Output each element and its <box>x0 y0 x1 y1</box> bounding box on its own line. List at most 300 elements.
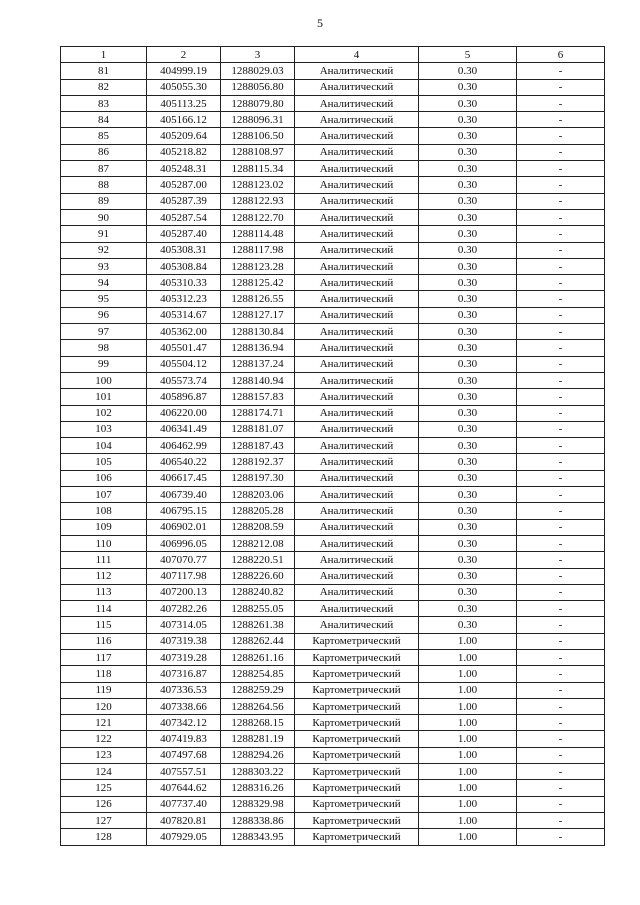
point-number-cell: 123 <box>61 747 147 763</box>
table-row <box>61 454 605 470</box>
x-coordinate-cell: 407497.68 <box>147 747 221 763</box>
table-row <box>61 128 605 144</box>
x-coordinate-cell: 405362.00 <box>147 324 221 340</box>
table-row <box>61 193 605 209</box>
point-number-cell: 84 <box>61 112 147 128</box>
accuracy-cell: 0.30 <box>419 258 517 274</box>
column-header: 2 <box>147 47 221 63</box>
method-cell: Картометрический <box>295 747 419 763</box>
note-cell: - <box>517 715 605 731</box>
note-cell: - <box>517 633 605 649</box>
accuracy-cell: 0.30 <box>419 307 517 323</box>
accuracy-cell: 1.00 <box>419 829 517 845</box>
y-coordinate-cell: 1288136.94 <box>221 340 295 356</box>
table-row <box>61 258 605 274</box>
y-coordinate-cell: 1288281.19 <box>221 731 295 747</box>
note-cell: - <box>517 682 605 698</box>
x-coordinate-cell: 407070.77 <box>147 552 221 568</box>
table-row <box>61 79 605 95</box>
note-cell: - <box>517 503 605 519</box>
table-row <box>61 356 605 372</box>
table-row <box>61 389 605 405</box>
x-coordinate-cell: 407319.28 <box>147 649 221 665</box>
column-header: 3 <box>221 47 295 63</box>
method-cell: Аналитический <box>295 617 419 633</box>
point-number-cell: 81 <box>61 63 147 79</box>
table-row <box>61 372 605 388</box>
point-number-cell: 109 <box>61 519 147 535</box>
x-coordinate-cell: 406617.45 <box>147 470 221 486</box>
accuracy-cell: 0.30 <box>419 535 517 551</box>
x-coordinate-cell: 405504.12 <box>147 356 221 372</box>
accuracy-cell: 0.30 <box>419 275 517 291</box>
note-cell: - <box>517 128 605 144</box>
x-coordinate-cell: 405308.31 <box>147 242 221 258</box>
note-cell: - <box>517 291 605 307</box>
table-row <box>61 503 605 519</box>
y-coordinate-cell: 1288338.86 <box>221 812 295 828</box>
accuracy-cell: 0.30 <box>419 519 517 535</box>
method-cell: Картометрический <box>295 780 419 796</box>
accuracy-cell: 0.30 <box>419 63 517 79</box>
x-coordinate-cell: 406462.99 <box>147 438 221 454</box>
table-body <box>61 63 605 845</box>
accuracy-cell: 0.30 <box>419 161 517 177</box>
point-number-cell: 87 <box>61 161 147 177</box>
note-cell: - <box>517 405 605 421</box>
y-coordinate-cell: 1288212.08 <box>221 535 295 551</box>
method-cell: Аналитический <box>295 438 419 454</box>
x-coordinate-cell: 407319.38 <box>147 633 221 649</box>
point-number-cell: 116 <box>61 633 147 649</box>
method-cell: Аналитический <box>295 340 419 356</box>
y-coordinate-cell: 1288123.02 <box>221 177 295 193</box>
method-cell: Аналитический <box>295 487 419 503</box>
column-header: 5 <box>419 47 517 63</box>
accuracy-cell: 0.30 <box>419 617 517 633</box>
method-cell: Картометрический <box>295 796 419 812</box>
method-cell: Картометрический <box>295 649 419 665</box>
y-coordinate-cell: 1288262.44 <box>221 633 295 649</box>
table-row <box>61 764 605 780</box>
table-row <box>61 682 605 698</box>
point-number-cell: 122 <box>61 731 147 747</box>
x-coordinate-cell: 405166.12 <box>147 112 221 128</box>
note-cell: - <box>517 617 605 633</box>
point-number-cell: 89 <box>61 193 147 209</box>
note-cell: - <box>517 584 605 600</box>
point-number-cell: 110 <box>61 535 147 551</box>
method-cell: Аналитический <box>295 177 419 193</box>
note-cell: - <box>517 812 605 828</box>
accuracy-cell: 1.00 <box>419 698 517 714</box>
y-coordinate-cell: 1288056.80 <box>221 79 295 95</box>
note-cell: - <box>517 601 605 617</box>
accuracy-cell: 1.00 <box>419 731 517 747</box>
column-header: 6 <box>517 47 605 63</box>
y-coordinate-cell: 1288108.97 <box>221 144 295 160</box>
point-number-cell: 103 <box>61 421 147 437</box>
y-coordinate-cell: 1288115.34 <box>221 161 295 177</box>
table-row <box>61 584 605 600</box>
point-number-cell: 86 <box>61 144 147 160</box>
method-cell: Картометрический <box>295 666 419 682</box>
accuracy-cell: 0.30 <box>419 193 517 209</box>
method-cell: Аналитический <box>295 291 419 307</box>
method-cell: Картометрический <box>295 812 419 828</box>
point-number-cell: 124 <box>61 764 147 780</box>
note-cell: - <box>517 421 605 437</box>
y-coordinate-cell: 1288181.07 <box>221 421 295 437</box>
x-coordinate-cell: 407338.66 <box>147 698 221 714</box>
table-row <box>61 112 605 128</box>
point-number-cell: 115 <box>61 617 147 633</box>
x-coordinate-cell: 407117.98 <box>147 568 221 584</box>
point-number-cell: 126 <box>61 796 147 812</box>
method-cell: Картометрический <box>295 829 419 845</box>
table-row <box>61 812 605 828</box>
method-cell: Аналитический <box>295 584 419 600</box>
accuracy-cell: 0.30 <box>419 340 517 356</box>
note-cell: - <box>517 649 605 665</box>
y-coordinate-cell: 1288226.60 <box>221 568 295 584</box>
x-coordinate-cell: 407737.40 <box>147 796 221 812</box>
method-cell: Аналитический <box>295 226 419 242</box>
x-coordinate-cell: 405573.74 <box>147 372 221 388</box>
method-cell: Аналитический <box>295 535 419 551</box>
method-cell: Аналитический <box>295 161 419 177</box>
note-cell: - <box>517 209 605 225</box>
x-coordinate-cell: 405248.31 <box>147 161 221 177</box>
accuracy-cell: 1.00 <box>419 682 517 698</box>
table-row <box>61 601 605 617</box>
x-coordinate-cell: 405287.54 <box>147 209 221 225</box>
method-cell: Аналитический <box>295 324 419 340</box>
x-coordinate-cell: 406220.00 <box>147 405 221 421</box>
y-coordinate-cell: 1288264.56 <box>221 698 295 714</box>
note-cell: - <box>517 698 605 714</box>
x-coordinate-cell: 406540.22 <box>147 454 221 470</box>
point-number-cell: 97 <box>61 324 147 340</box>
method-cell: Аналитический <box>295 519 419 535</box>
accuracy-cell: 1.00 <box>419 780 517 796</box>
accuracy-cell: 0.30 <box>419 438 517 454</box>
table-row <box>61 324 605 340</box>
table-row <box>61 568 605 584</box>
accuracy-cell: 0.30 <box>419 209 517 225</box>
y-coordinate-cell: 1288106.50 <box>221 128 295 144</box>
accuracy-cell: 0.30 <box>419 372 517 388</box>
table-row <box>61 209 605 225</box>
x-coordinate-cell: 405287.00 <box>147 177 221 193</box>
y-coordinate-cell: 1288261.38 <box>221 617 295 633</box>
table-row <box>61 487 605 503</box>
y-coordinate-cell: 1288261.16 <box>221 649 295 665</box>
accuracy-cell: 0.30 <box>419 421 517 437</box>
y-coordinate-cell: 1288117.98 <box>221 242 295 258</box>
accuracy-cell: 0.30 <box>419 454 517 470</box>
x-coordinate-cell: 405501.47 <box>147 340 221 356</box>
note-cell: - <box>517 372 605 388</box>
y-coordinate-cell: 1288197.30 <box>221 470 295 486</box>
y-coordinate-cell: 1288127.17 <box>221 307 295 323</box>
note-cell: - <box>517 242 605 258</box>
x-coordinate-cell: 405314.67 <box>147 307 221 323</box>
note-cell: - <box>517 487 605 503</box>
x-coordinate-cell: 405055.30 <box>147 79 221 95</box>
y-coordinate-cell: 1288254.85 <box>221 666 295 682</box>
point-number-cell: 92 <box>61 242 147 258</box>
column-header: 1 <box>61 47 147 63</box>
note-cell: - <box>517 519 605 535</box>
point-number-cell: 100 <box>61 372 147 388</box>
method-cell: Аналитический <box>295 356 419 372</box>
y-coordinate-cell: 1288220.51 <box>221 552 295 568</box>
accuracy-cell: 0.30 <box>419 177 517 193</box>
table-row <box>61 161 605 177</box>
method-cell: Аналитический <box>295 421 419 437</box>
y-coordinate-cell: 1288192.37 <box>221 454 295 470</box>
y-coordinate-cell: 1288079.80 <box>221 95 295 111</box>
method-cell: Аналитический <box>295 242 419 258</box>
y-coordinate-cell: 1288122.93 <box>221 193 295 209</box>
table-row <box>61 552 605 568</box>
y-coordinate-cell: 1288259.29 <box>221 682 295 698</box>
method-cell: Картометрический <box>295 715 419 731</box>
y-coordinate-cell: 1288096.31 <box>221 112 295 128</box>
note-cell: - <box>517 780 605 796</box>
y-coordinate-cell: 1288126.55 <box>221 291 295 307</box>
table-row <box>61 421 605 437</box>
x-coordinate-cell: 406341.49 <box>147 421 221 437</box>
accuracy-cell: 0.30 <box>419 324 517 340</box>
accuracy-cell: 0.30 <box>419 568 517 584</box>
x-coordinate-cell: 407557.51 <box>147 764 221 780</box>
point-number-cell: 108 <box>61 503 147 519</box>
method-cell: Аналитический <box>295 112 419 128</box>
table-row <box>61 177 605 193</box>
accuracy-cell: 0.30 <box>419 503 517 519</box>
method-cell: Аналитический <box>295 258 419 274</box>
y-coordinate-cell: 1288157.83 <box>221 389 295 405</box>
x-coordinate-cell: 406996.05 <box>147 535 221 551</box>
x-coordinate-cell: 404999.19 <box>147 63 221 79</box>
method-cell: Аналитический <box>295 95 419 111</box>
x-coordinate-cell: 405310.33 <box>147 275 221 291</box>
table-row <box>61 63 605 79</box>
table-row <box>61 535 605 551</box>
y-coordinate-cell: 1288114.48 <box>221 226 295 242</box>
note-cell: - <box>517 307 605 323</box>
point-number-cell: 106 <box>61 470 147 486</box>
method-cell: Аналитический <box>295 193 419 209</box>
note-cell: - <box>517 666 605 682</box>
x-coordinate-cell: 406739.40 <box>147 487 221 503</box>
note-cell: - <box>517 161 605 177</box>
y-coordinate-cell: 1288208.59 <box>221 519 295 535</box>
x-coordinate-cell: 405896.87 <box>147 389 221 405</box>
table-row <box>61 617 605 633</box>
accuracy-cell: 0.30 <box>419 144 517 160</box>
table-row <box>61 633 605 649</box>
accuracy-cell: 0.30 <box>419 356 517 372</box>
point-number-cell: 112 <box>61 568 147 584</box>
point-number-cell: 90 <box>61 209 147 225</box>
method-cell: Аналитический <box>295 209 419 225</box>
method-cell: Аналитический <box>295 601 419 617</box>
table-row <box>61 715 605 731</box>
accuracy-cell: 0.30 <box>419 226 517 242</box>
x-coordinate-cell: 405287.39 <box>147 193 221 209</box>
table-row <box>61 470 605 486</box>
method-cell: Аналитический <box>295 405 419 421</box>
note-cell: - <box>517 356 605 372</box>
note-cell: - <box>517 568 605 584</box>
accuracy-cell: 0.30 <box>419 552 517 568</box>
point-number-cell: 93 <box>61 258 147 274</box>
x-coordinate-cell: 406902.01 <box>147 519 221 535</box>
table-row <box>61 780 605 796</box>
y-coordinate-cell: 1288174.71 <box>221 405 295 421</box>
note-cell: - <box>517 764 605 780</box>
point-number-cell: 88 <box>61 177 147 193</box>
note-cell: - <box>517 324 605 340</box>
method-cell: Аналитический <box>295 568 419 584</box>
method-cell: Аналитический <box>295 128 419 144</box>
y-coordinate-cell: 1288329.98 <box>221 796 295 812</box>
method-cell: Аналитический <box>295 79 419 95</box>
table-row <box>61 226 605 242</box>
note-cell: - <box>517 454 605 470</box>
point-number-cell: 82 <box>61 79 147 95</box>
note-cell: - <box>517 829 605 845</box>
point-number-cell: 128 <box>61 829 147 845</box>
point-number-cell: 94 <box>61 275 147 291</box>
method-cell: Аналитический <box>295 275 419 291</box>
x-coordinate-cell: 405113.25 <box>147 95 221 111</box>
point-number-cell: 111 <box>61 552 147 568</box>
accuracy-cell: 1.00 <box>419 666 517 682</box>
accuracy-cell: 0.30 <box>419 95 517 111</box>
method-cell: Аналитический <box>295 144 419 160</box>
note-cell: - <box>517 144 605 160</box>
point-number-cell: 120 <box>61 698 147 714</box>
table-row <box>61 519 605 535</box>
method-cell: Аналитический <box>295 454 419 470</box>
x-coordinate-cell: 405312.23 <box>147 291 221 307</box>
note-cell: - <box>517 112 605 128</box>
note-cell: - <box>517 535 605 551</box>
accuracy-cell: 1.00 <box>419 764 517 780</box>
y-coordinate-cell: 1288303.22 <box>221 764 295 780</box>
accuracy-cell: 1.00 <box>419 796 517 812</box>
note-cell: - <box>517 63 605 79</box>
point-number-cell: 95 <box>61 291 147 307</box>
table-row <box>61 747 605 763</box>
note-cell: - <box>517 177 605 193</box>
method-cell: Аналитический <box>295 552 419 568</box>
x-coordinate-cell: 407314.05 <box>147 617 221 633</box>
point-number-cell: 127 <box>61 812 147 828</box>
method-cell: Картометрический <box>295 633 419 649</box>
x-coordinate-cell: 406795.15 <box>147 503 221 519</box>
method-cell: Аналитический <box>295 503 419 519</box>
table-row <box>61 649 605 665</box>
note-cell: - <box>517 258 605 274</box>
accuracy-cell: 0.30 <box>419 389 517 405</box>
table-row <box>61 666 605 682</box>
table-row <box>61 438 605 454</box>
y-coordinate-cell: 1288255.05 <box>221 601 295 617</box>
method-cell: Картометрический <box>295 698 419 714</box>
x-coordinate-cell: 407200.13 <box>147 584 221 600</box>
method-cell: Картометрический <box>295 682 419 698</box>
point-number-cell: 125 <box>61 780 147 796</box>
point-number-cell: 113 <box>61 584 147 600</box>
y-coordinate-cell: 1288203.06 <box>221 487 295 503</box>
table-row <box>61 95 605 111</box>
column-header: 4 <box>295 47 419 63</box>
accuracy-cell: 0.30 <box>419 112 517 128</box>
accuracy-cell: 0.30 <box>419 487 517 503</box>
table-row <box>61 291 605 307</box>
x-coordinate-cell: 407336.53 <box>147 682 221 698</box>
point-number-cell: 96 <box>61 307 147 323</box>
accuracy-cell: 0.30 <box>419 470 517 486</box>
accuracy-cell: 1.00 <box>419 812 517 828</box>
x-coordinate-cell: 407316.87 <box>147 666 221 682</box>
point-number-cell: 101 <box>61 389 147 405</box>
y-coordinate-cell: 1288240.82 <box>221 584 295 600</box>
page-number: 5 <box>317 16 323 30</box>
y-coordinate-cell: 1288125.42 <box>221 275 295 291</box>
y-coordinate-cell: 1288130.84 <box>221 324 295 340</box>
coordinates-table <box>60 46 605 846</box>
accuracy-cell: 1.00 <box>419 715 517 731</box>
accuracy-cell: 0.30 <box>419 79 517 95</box>
point-number-cell: 91 <box>61 226 147 242</box>
method-cell: Аналитический <box>295 372 419 388</box>
point-number-cell: 119 <box>61 682 147 698</box>
point-number-cell: 105 <box>61 454 147 470</box>
note-cell: - <box>517 95 605 111</box>
table-row <box>61 242 605 258</box>
x-coordinate-cell: 405209.64 <box>147 128 221 144</box>
table-row <box>61 796 605 812</box>
point-number-cell: 99 <box>61 356 147 372</box>
accuracy-cell: 0.30 <box>419 242 517 258</box>
y-coordinate-cell: 1288187.43 <box>221 438 295 454</box>
table-row <box>61 307 605 323</box>
note-cell: - <box>517 438 605 454</box>
table-row <box>61 144 605 160</box>
note-cell: - <box>517 226 605 242</box>
y-coordinate-cell: 1288029.03 <box>221 63 295 79</box>
y-coordinate-cell: 1288137.24 <box>221 356 295 372</box>
point-number-cell: 114 <box>61 601 147 617</box>
point-number-cell: 118 <box>61 666 147 682</box>
y-coordinate-cell: 1288316.26 <box>221 780 295 796</box>
accuracy-cell: 0.30 <box>419 128 517 144</box>
method-cell: Картометрический <box>295 731 419 747</box>
method-cell: Картометрический <box>295 764 419 780</box>
x-coordinate-cell: 407929.05 <box>147 829 221 845</box>
point-number-cell: 117 <box>61 649 147 665</box>
x-coordinate-cell: 407644.62 <box>147 780 221 796</box>
x-coordinate-cell: 405287.40 <box>147 226 221 242</box>
y-coordinate-cell: 1288123.28 <box>221 258 295 274</box>
accuracy-cell: 0.30 <box>419 405 517 421</box>
